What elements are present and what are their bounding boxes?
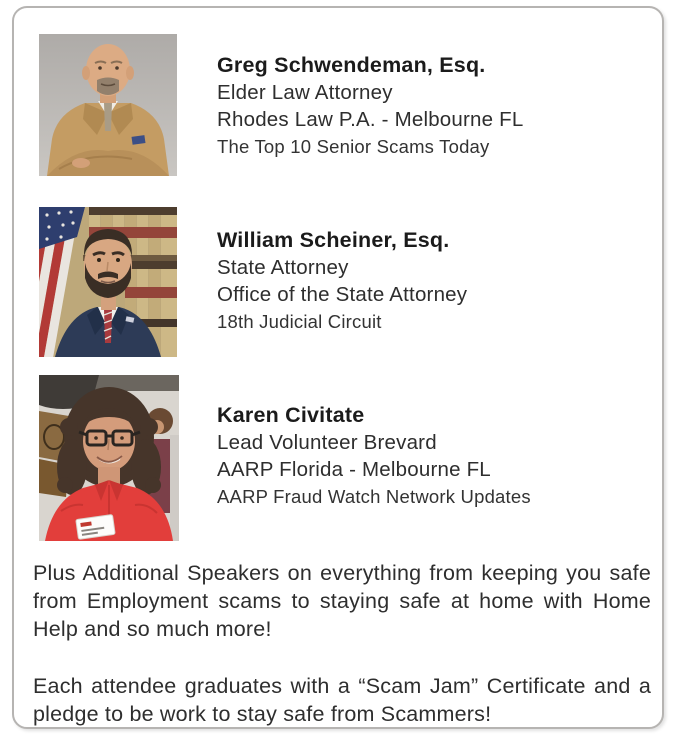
speaker-topic: 18th Judicial Circuit <box>217 311 382 332</box>
speaker-name: Karen Civitate <box>217 403 365 427</box>
speaker-info-william-scheiner <box>217 227 647 335</box>
speaker-topic: AARP Fraud Watch Network Updates <box>217 486 531 507</box>
speaker-organization: Office of the State Attorney <box>217 283 468 306</box>
flyer-footer-copy <box>33 559 651 728</box>
greg-schwendeman-headshot-illustration <box>39 34 177 176</box>
speaker-info-greg-schwendeman <box>217 52 647 160</box>
speaker-name: William Scheiner, Esq. <box>217 228 450 252</box>
speaker-name: Greg Schwendeman, Esq. <box>217 53 486 77</box>
additional-speakers-paragraph: Plus Additional Speakers on everything from keeping you safe from Employment scams to staying safe at home with Home Help and so much more! <box>33 561 651 641</box>
william-scheiner-headshot-illustration <box>39 207 177 357</box>
karen-civitate-headshot-illustration <box>39 375 179 541</box>
speaker-title: Lead Volunteer Brevard <box>217 431 437 454</box>
certificate-pledge-paragraph: Each attendee graduates with a “Scam Jam” Certificate and a pledge to be work to stay safe from Scammers! <box>33 674 651 726</box>
speaker-photo-greg-schwendeman <box>39 34 177 176</box>
speaker-organization: AARP Florida - Melbourne FL <box>217 458 491 481</box>
speaker-title: Elder Law Attorney <box>217 81 393 104</box>
flyer-card <box>12 6 664 729</box>
speaker-organization: Rhodes Law P.A. - Melbourne FL <box>217 108 524 131</box>
speaker-info-karen-civitate <box>217 402 647 510</box>
speaker-topic: The Top 10 Senior Scams Today <box>217 136 490 157</box>
speaker-title: State Attorney <box>217 256 349 279</box>
speaker-photo-karen-civitate <box>39 375 179 541</box>
speaker-photo-william-scheiner <box>39 207 177 357</box>
